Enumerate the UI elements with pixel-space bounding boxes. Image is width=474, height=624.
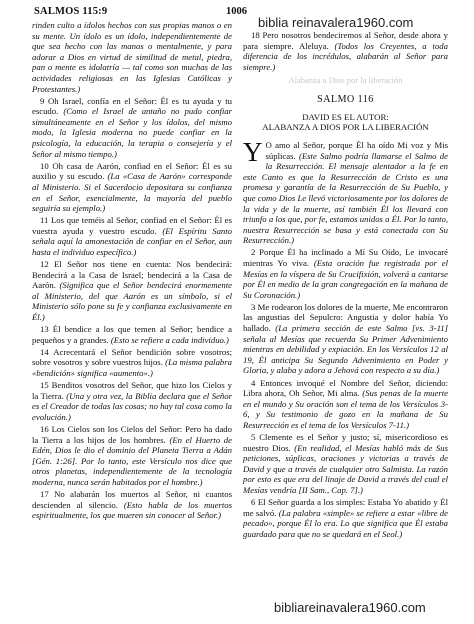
- verse-12: 12 El Señor nos tiene en cuenta: Nos bendecirá: Bendecirá a la Casa de Israel; bendecirá a la Casa de Aarón. (Significa que el Señor bendecirá enormemente al Ministerio, del que Aarón es un símbolo, si el Ministerio sólo pone su fe y confianza exclusivamente en Él.): [32, 259, 232, 323]
- psalm-subtitle: [243, 112, 448, 133]
- watermark-top: biblia reinavalera1960.com: [258, 15, 414, 30]
- psalm-subtitle-line-1: DAVID ES EL AUTOR:: [302, 111, 389, 122]
- verse-4: 4 Entonces invoqué el Nombre del Señor, diciendo: Libra ahora, Oh Señor, Mi alma. (Sus penas de la muerte en el mundo y Su oración son el tema de los Versículos 3-6, y Su testimonio de gozo en la mañana de Su Resurrección es el tema de los Versículos 7-11.): [243, 377, 448, 430]
- verse-11: 11 Los que teméis al Señor, confiad en el Señor: Él es vuestra ayuda y vuestro escudo. (El Espíritu Santo señala aquí la amonestación de confiar en el Señor, aun hasta el individuo específico.): [32, 215, 232, 257]
- watermark-bottom: bibliareinavalera1960.com: [274, 600, 426, 615]
- verse-2: 2 Porque Él ha inclinado a Mí Su Oído, Le invocaré mientras Yo viva. (Esta oración fue registrada por el Mesías en la víspera de Su Crucifixión, volverá a cantarse por Él en medio de la gran congregación en la mañana de Su Coronación.): [243, 247, 448, 300]
- verse-1: Y O amo al Señor, porque Él ha oído Mi voz y Mis súplicas. (Este Salmo podría llamarse el Salmo de la Resurrección. El mensaje alentador a la fe en este Canto es que la Resurrección de Cristo es una promesa y garantía de la Resurrección de Su Pueblo, y que como Dios Le llevó victoriosamente por los dolores de la vida y de la muerte, así también Él los llevará con triunfo a los que, por fe, estamos unidos a Él. Por lo tanto, nuestra Resurrección se basa y está conectada con Su Resurrección.): [243, 136, 448, 246]
- verse-9: 9 Oh Israel, confía en el Señor: Él es tu ayuda y tu escudo. (Como el Israel de antaño no pudo confiar simultáneamente en el Señor y los ídolos, del mismo modo, la Iglesia moderna no puede confiar en la psicología, la educación, la terapia o consejería y el Señor al mismo tiempo.): [32, 95, 232, 159]
- verse-10: 10 Oh casa de Aarón, confiad en el Señor: Él es su auxilio y su escudo. (La «Casa de Aarón» corresponde al Ministerio. Si el Sacerdocio depositara su confianza en el Señor, esencialmente, la mayoría del pueblo seguiría su ejemplo.): [32, 160, 232, 214]
- commentary-continued: rinden culto a ídolos hechos con sus propias manos o en su mente. Un ídolo es un ídolo, independientemente de que sea hecho con las manos o mentalmente, y para adorar a Dios en virtud de similitud de metal, piedra, pan o mente es idolatría — tal como son muchas de las actividades religiosas en las Iglesias Católicas y Protestantes.): [32, 20, 232, 94]
- verse-5: 5 Clemente es el Señor y justo; sí, misericordioso es nuestro Dios. (En realidad, el Mesías habló más de Sus peticiones, súplicas, oraciones y victorias a través de David y que a través de cualquier otro Salmista. La razón por esto es que era del linaje de David a través del cual el Mesías vendría [II Sam., Cap. 7].): [243, 432, 448, 495]
- verse-3: 3 Me rodearon los dolores de la muerte, Me encontraron las angustias del Sepulcro: Angustia y dolor había Yo hallado. (La primera sección de este Salmo [vs. 3-11] señala al Mesías que recuerda Su Primer Advenimiento mientras en debilidad y expiación. En los Versículos 12 al 19, Él anticipa Su Segundo Advenimiento en Poder y Gloria, y alaba y adora a Jehová con respecto a su día.): [243, 301, 448, 376]
- verse-16: 16 Los Cielos son los Cielos del Señor: Pero ha dado la Tierra a los hijos de los hombres. (En el Huerto de Edén, Dios le dio el dominio del Planeta Tierra a Adán [Gén. 1:26]. Por lo tanto, este Versículo nos dice que otros planetas, independientemente de la tecnología moderna, nunca serán habitados por el hombre.): [32, 423, 232, 487]
- running-head: SALMOS 115:9: [34, 6, 108, 17]
- page-number: 1006: [226, 6, 247, 17]
- verse-14: 14 Acrecentará el Señor bendición sobre vosotros; sobre vosotros y sobre vuestros hijos. (La misma palabra «bendición» significa «aumento».): [32, 346, 232, 378]
- verse-17: 17 No alabarán los muertos al Señor, ni cuantos descienden al silencio. (Esto habla de los muertos espiritualmente, los que mueren sin conocer al Señor.): [32, 489, 232, 521]
- right-column: [243, 30, 448, 595]
- verse-15: 15 Benditos vosotros del Señor, que hizo los Cielos y la Tierra. (Una y otra vez, la Biblia declara que el Señor es el Creador de todas las cosas; no hay tal cosa como la evolución.): [32, 380, 232, 422]
- drop-cap: Y: [243, 136, 263, 167]
- psalm-title: SALMO 116: [317, 94, 374, 106]
- psalm-subtitle-line-2: ALABANZA A DIOS POR LA LIBERACIÓN: [262, 122, 429, 133]
- verse-18: 18 Pero nosotros bendeciremos al Señor, desde ahora y para siempre. Aleluya. (Todos los Creyentes, a toda diferencia de los incrédulos, alabarán al Señor para siempre.): [243, 30, 448, 72]
- verse-6: 6 El Señor guarda a los simples: Estaba Yo abatido y Él me salvó. (La palabra «simple» se refiere a estar «libre de pecado», porque Él lo era. Lo que significa que Él estaba guardado para que no se quedará en el Seol.): [243, 497, 448, 539]
- left-column: [32, 20, 232, 605]
- bleed-through-text: Alabanza a Dios por la liberación: [288, 75, 403, 86]
- verse-13: 13 Él bendice a los que temen al Señor; bendice a pequeños y a grandes. (Esto se refiere a cada individuo.): [32, 324, 232, 345]
